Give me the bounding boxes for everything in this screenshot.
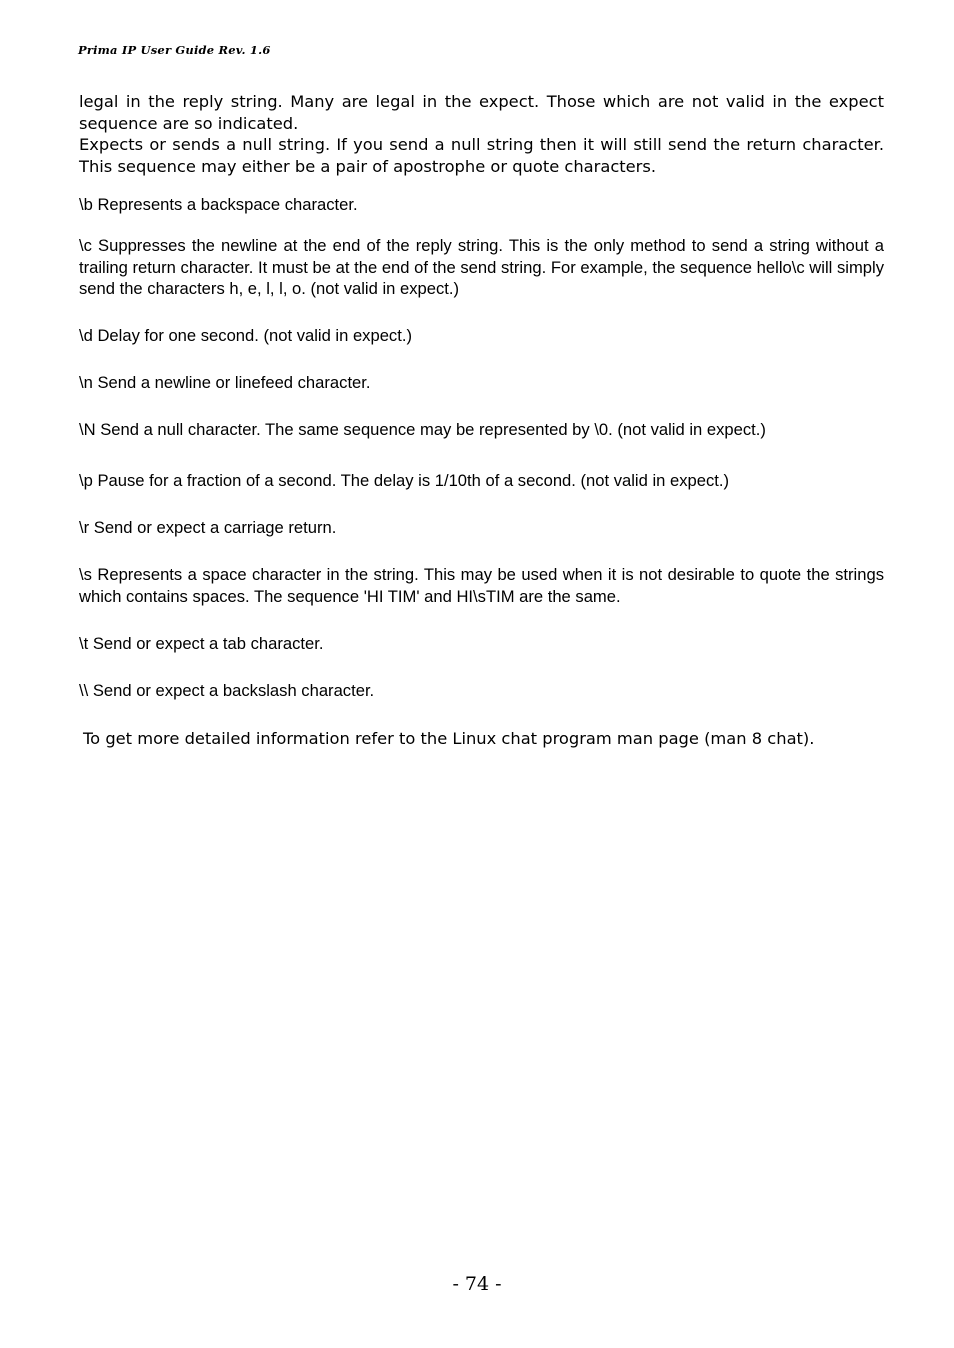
escape-pause: \p Pause for a fraction of a second. The delay is 1/10th of a second. (not valid in expect.) <box>79 471 730 490</box>
escape-tab: \t Send or expect a tab character. <box>79 634 324 653</box>
escape-space: \s Represents a space character in the string. This may be used when it is not desirable to quote the strings which contains spaces. The sequence 'HI TIM' and HI\sTIM are the same. <box>79 565 884 606</box>
escape-carriage-return: \r Send or expect a carriage return. <box>79 518 337 537</box>
escape-backspace: \b Represents a backspace character. <box>79 195 358 214</box>
escape-backslash: \\ Send or expect a backslash character. <box>79 681 375 700</box>
escape-newline: \n Send a newline or linefeed character. <box>79 373 371 392</box>
more-info-paragraph: To get more detailed information refer to the Linux chat program man page (man 8 chat). <box>83 729 815 748</box>
null-string-paragraph: Expects or sends a null string. If you send a null string then it will still send the return character. This sequence may either be a pair of apostrophe or quote characters. <box>79 135 884 176</box>
intro-section <box>79 91 884 177</box>
intro-paragraph: legal in the reply string. Many are legal in the expect. Those which are not valid in the expect sequence are so indicated. <box>79 92 884 133</box>
page-number: - 74 - <box>452 1273 502 1295</box>
document-header: Prima IP User Guide Rev. 1.6 <box>78 43 271 57</box>
escape-delay: \d Delay for one second. (not valid in expect.) <box>79 326 412 345</box>
escape-null: \N Send a null character. The same sequence may be represented by \0. (not valid in expect.) <box>79 420 766 439</box>
escape-suppress-newline: \c Suppresses the newline at the end of the reply string. This is the only method to send a string without a trailing return character. It must be at the end of the send string. For example, the sequence hello\c will simply send the characters h, e, l, l, o. (not valid in expect.) <box>79 236 884 298</box>
